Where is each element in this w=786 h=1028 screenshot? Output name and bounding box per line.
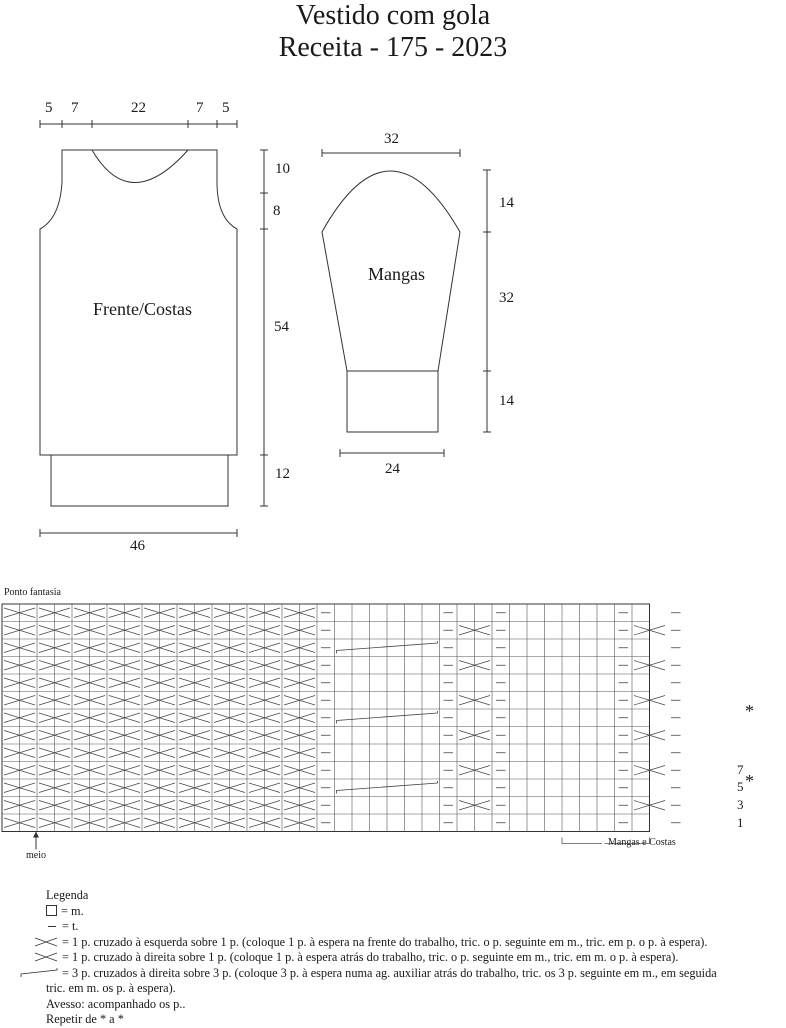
sleeve-bottom-width: 24 [385, 461, 400, 477]
cross-stitch-symbol [214, 643, 245, 653]
legend [46, 888, 786, 1028]
right-cross-icon [34, 951, 58, 962]
cross-stitch-symbol [39, 818, 70, 828]
cross-stitch-symbol [249, 801, 280, 811]
cross-stitch-symbol [459, 626, 490, 636]
cross-stitch-symbol [74, 608, 105, 618]
body-width-shoulder-left-inner: 7 [71, 100, 79, 116]
cross-stitch-symbol [179, 766, 210, 776]
cross-stitch-symbol [249, 818, 280, 828]
cross-stitch-symbol [284, 643, 315, 653]
cross-stitch-symbol [284, 748, 315, 758]
cross-stitch-symbol [74, 643, 105, 653]
cross-stitch-symbol [459, 766, 490, 776]
cross-stitch-symbol [179, 783, 210, 793]
cross-stitch-symbol [39, 731, 70, 741]
cross-stitch-symbol [179, 731, 210, 741]
center-arrow-head [33, 832, 39, 838]
cross-stitch-symbol [144, 818, 175, 828]
cross-stitch-symbol [249, 748, 280, 758]
cross-stitch-symbol [109, 713, 140, 723]
sleeve-height-cap: 14 [499, 195, 514, 211]
cross-stitch-symbol [74, 748, 105, 758]
legend-item: = 1 p. cruzado à direita sobre 1 p. (coloque 1 p. à espera atrás do trabalho, tric. o p. seguinte em m., tric. em m. o p. à espera). [34, 950, 786, 966]
cross-stitch-symbol [109, 818, 140, 828]
cross-stitch-symbol [39, 626, 70, 636]
cross-stitch-symbol [144, 766, 175, 776]
cross-stitch-symbol [74, 713, 105, 723]
cross-stitch-symbol [249, 731, 280, 741]
cross-stitch-symbol [214, 661, 245, 671]
cable-symbol [337, 641, 438, 654]
cross-stitch-symbol [109, 748, 140, 758]
cross-stitch-symbol [144, 678, 175, 688]
cross-stitch-symbol [4, 678, 35, 688]
row-number-7: 7 [737, 762, 744, 777]
cross-stitch-symbol [284, 713, 315, 723]
cross-stitch-symbol [4, 713, 35, 723]
cross-stitch-symbol [39, 783, 70, 793]
cross-stitch-symbol [249, 766, 280, 776]
cross-stitch-symbol [144, 783, 175, 793]
body-width-neck: 22 [131, 100, 146, 116]
cross-stitch-symbol [74, 766, 105, 776]
cross-stitch-symbol [39, 678, 70, 688]
legend-repeat: Repetir de * a * [46, 1012, 124, 1026]
cross-stitch-symbol [284, 783, 315, 793]
body-bottom-width: 46 [130, 538, 145, 554]
empty-square-icon [46, 905, 57, 916]
sleeve-height-cuff: 14 [499, 393, 514, 409]
cross-stitch-symbol [109, 661, 140, 671]
cross-stitch-symbol [4, 766, 35, 776]
cross-stitch-symbol [284, 818, 315, 828]
cross-stitch-symbol [249, 696, 280, 706]
cross-stitch-symbol [109, 801, 140, 811]
cross-stitch-symbol [634, 766, 665, 776]
cross-stitch-symbol [214, 801, 245, 811]
cross-stitch-symbol [284, 626, 315, 636]
cross-stitch-symbol [4, 731, 35, 741]
center-label: meio [26, 850, 46, 861]
cross-stitch-symbol [214, 731, 245, 741]
body-width-shoulder-left: 5 [45, 100, 53, 116]
cross-stitch-symbol [249, 608, 280, 618]
cross-stitch-symbol [249, 678, 280, 688]
cross-stitch-symbol [179, 661, 210, 671]
body-width-shoulder-right: 5 [222, 100, 230, 116]
cross-stitch-symbol [249, 783, 280, 793]
cross-stitch-symbol [249, 626, 280, 636]
cross-stitch-symbol [74, 801, 105, 811]
row-number-1: 1 [737, 815, 744, 830]
body-height-neck: 10 [275, 161, 290, 177]
repeat-bracket [562, 838, 602, 844]
cross-stitch-symbol [74, 818, 105, 828]
sleeve-cuff [347, 371, 438, 432]
cross-stitch-symbol [214, 748, 245, 758]
cross-stitch-symbol [284, 696, 315, 706]
repeat-star-top: * [745, 701, 754, 721]
repeat-star-bottom: * [745, 771, 754, 791]
cross-stitch-symbol [39, 661, 70, 671]
row-number-3: 3 [737, 797, 744, 812]
cross-stitch-symbol [214, 818, 245, 828]
cross-stitch-symbol [109, 643, 140, 653]
cable-symbol [337, 711, 438, 724]
cross-stitch-symbol [179, 818, 210, 828]
cross-stitch-symbol [144, 696, 175, 706]
cross-stitch-symbol [74, 678, 105, 688]
cross-stitch-symbol [459, 731, 490, 741]
cross-stitch-symbol [634, 696, 665, 706]
cross-stitch-symbol [144, 643, 175, 653]
cross-stitch-symbol [214, 608, 245, 618]
cross-stitch-symbol [39, 608, 70, 618]
sleeve-piece-label: Mangas [368, 264, 425, 284]
body-height-armhole: 8 [273, 203, 281, 219]
sleeve-height-main: 32 [499, 290, 514, 306]
cross-stitch-symbol [179, 696, 210, 706]
cross-stitch-symbol [144, 801, 175, 811]
legend-title: Legenda [46, 888, 89, 902]
cross-stitch-symbol [179, 626, 210, 636]
cross-stitch-symbol [144, 713, 175, 723]
legend-item: = m. [46, 904, 786, 920]
cross-stitch-symbol [144, 608, 175, 618]
cross-stitch-symbol [4, 626, 35, 636]
cross-stitch-symbol [109, 696, 140, 706]
dash-icon [46, 920, 58, 931]
legend-item: = 1 p. cruzado à esquerda sobre 1 p. (coloque 1 p. à espera na frente do trabalho, tric. o p. seguinte em m., tric. em p. o p. à espera). [34, 935, 786, 951]
cross-stitch-symbol [74, 626, 105, 636]
cross-stitch-symbol [4, 643, 35, 653]
cross-stitch-symbol [74, 696, 105, 706]
cross-stitch-symbol [4, 608, 35, 618]
cross-stitch-symbol [249, 661, 280, 671]
cross-stitch-symbol [144, 626, 175, 636]
cross-stitch-symbol [4, 801, 35, 811]
chart-border [2, 604, 650, 832]
cross-stitch-symbol [634, 731, 665, 741]
cross-stitch-symbol [284, 661, 315, 671]
pattern-subtitle: Receita - 175 - 2023 [278, 32, 508, 63]
cross-stitch-symbol [179, 678, 210, 688]
cross-stitch-symbol [459, 801, 490, 811]
cross-stitch-symbol [249, 713, 280, 723]
cross-stitch-symbol [74, 661, 105, 671]
cross-stitch-symbol [634, 626, 665, 636]
cross-stitch-symbol [179, 713, 210, 723]
cross-stitch-symbol [109, 608, 140, 618]
cross-stitch-symbol [459, 696, 490, 706]
cross-stitch-symbol [284, 801, 315, 811]
legend-item-continuation: tric. em m. os p. à espera). [46, 981, 176, 995]
chart-title: Ponto fantasia [4, 587, 61, 598]
cross-stitch-symbol [214, 766, 245, 776]
cross-stitch-symbol [144, 748, 175, 758]
cross-stitch-symbol [39, 766, 70, 776]
cross-stitch-symbol [109, 626, 140, 636]
body-height-main: 54 [274, 319, 289, 335]
bracket-label: Mangas e Costas [608, 837, 676, 848]
body-width-shoulder-right-inner: 7 [196, 100, 204, 116]
cross-stitch-symbol [214, 783, 245, 793]
body-piece-label: Frente/Costas [93, 299, 192, 319]
cross-stitch-symbol [74, 731, 105, 741]
left-cross-icon [34, 936, 58, 947]
legend-item: = 3 p. cruzados à direita sobre 3 p. (coloque 3 p. à espera numa ag. auxiliar atrás do trabalho, tric. os 3 p. seguinte em m., em seguida [20, 966, 786, 982]
cross-stitch-symbol [109, 678, 140, 688]
pattern-title: Vestido com gola [295, 0, 491, 31]
cross-stitch-symbol [144, 731, 175, 741]
cross-stitch-symbol [39, 748, 70, 758]
cross-stitch-symbol [214, 696, 245, 706]
cross-stitch-symbol [109, 766, 140, 776]
cross-stitch-symbol [4, 748, 35, 758]
cross-stitch-symbol [284, 678, 315, 688]
cross-stitch-symbol [179, 801, 210, 811]
cross-stitch-symbol [39, 713, 70, 723]
legend-avesso: Avesso: acompanhado os p.. [46, 996, 186, 1011]
cross-stitch-symbol [109, 783, 140, 793]
cross-stitch-symbol [179, 748, 210, 758]
cross-stitch-symbol [634, 801, 665, 811]
body-height-ribbing: 12 [275, 466, 290, 482]
body-ribbing [51, 455, 228, 506]
cross-stitch-symbol [74, 783, 105, 793]
cross-stitch-symbol [4, 783, 35, 793]
cross-stitch-symbol [4, 661, 35, 671]
cross-stitch-symbol [39, 801, 70, 811]
cross-stitch-symbol [249, 643, 280, 653]
cable-3x3-icon [20, 967, 58, 978]
cross-stitch-symbol [459, 661, 490, 671]
cross-stitch-symbol [109, 731, 140, 741]
neckline-curve [92, 150, 188, 183]
cross-stitch-symbol [284, 731, 315, 741]
cross-stitch-symbol [284, 608, 315, 618]
cross-stitch-symbol [179, 608, 210, 618]
legend-item: = t. [46, 919, 786, 935]
sleeve-top-width: 32 [384, 131, 399, 147]
cross-stitch-symbol [39, 696, 70, 706]
cross-stitch-symbol [4, 696, 35, 706]
cross-stitch-symbol [179, 643, 210, 653]
cross-stitch-symbol [284, 766, 315, 776]
cross-stitch-symbol [634, 661, 665, 671]
cable-symbol [337, 781, 438, 794]
cross-stitch-symbol [214, 713, 245, 723]
cross-stitch-symbol [214, 678, 245, 688]
row-number-5: 5 [737, 779, 744, 794]
cross-stitch-symbol [144, 661, 175, 671]
cross-stitch-symbol [4, 818, 35, 828]
cross-stitch-symbol [39, 643, 70, 653]
cross-stitch-symbol [214, 626, 245, 636]
